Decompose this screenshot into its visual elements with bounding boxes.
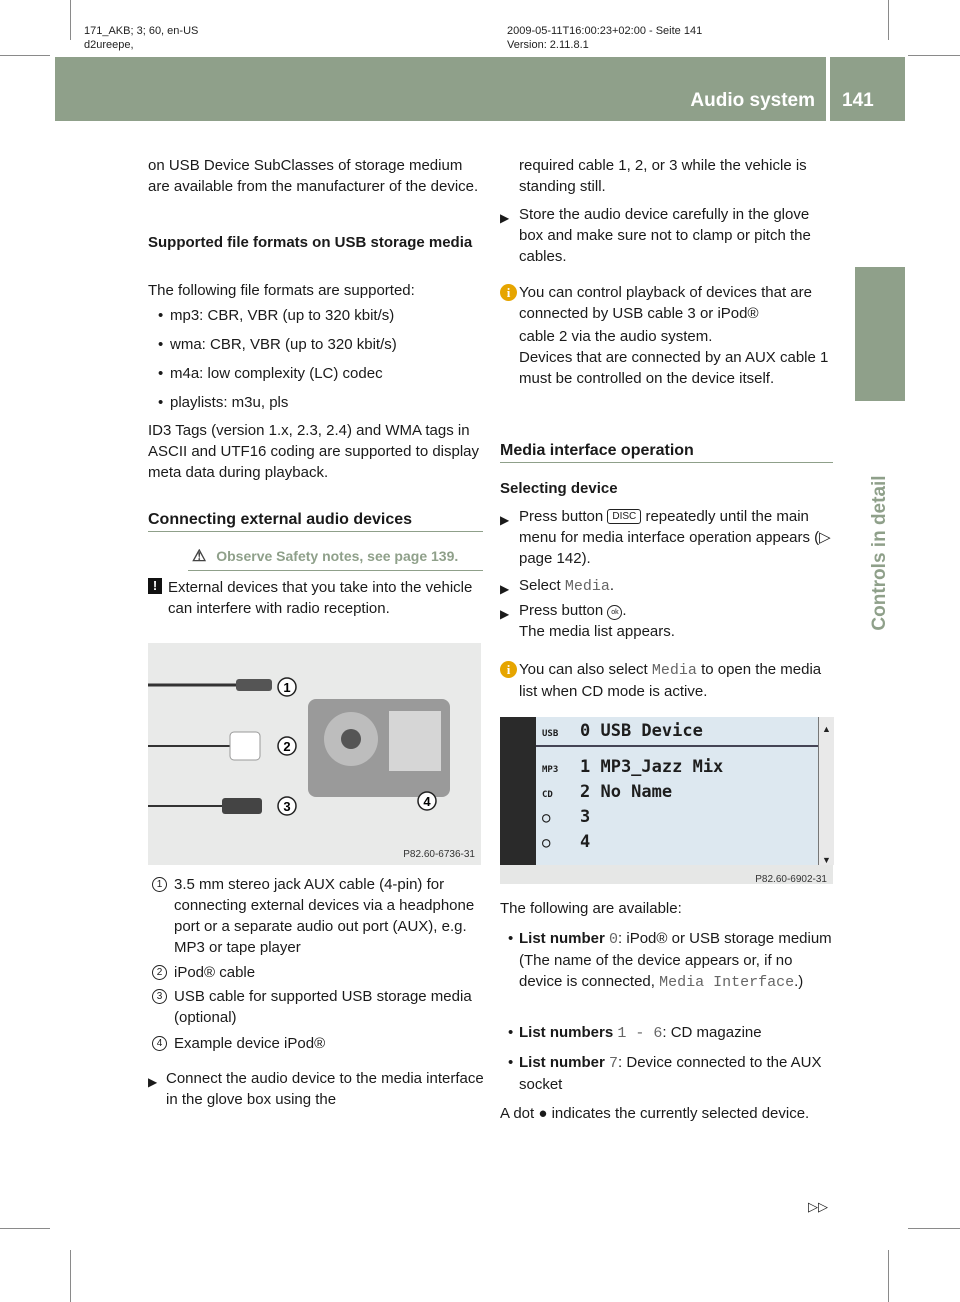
media-list-row: ○ 4 bbox=[542, 832, 591, 852]
screen-figure-code: P82.60-6902-31 bbox=[755, 874, 827, 885]
crop-mark bbox=[908, 55, 960, 56]
step-select-media: Select Media. bbox=[519, 577, 615, 595]
format-item: • wma: CBR, VBR (up to 320 kbit/s) bbox=[158, 336, 397, 353]
screen-bezel bbox=[500, 717, 536, 865]
step-press-disc: Press button DISC repeatedly until the main menu for media interface operation appears (▷ page 142). bbox=[519, 508, 831, 567]
section-rule bbox=[500, 462, 833, 463]
step-press-ok: Press button ok . The media list appears. bbox=[519, 602, 675, 640]
figure-code: P82.60-6736-31 bbox=[403, 849, 475, 860]
cables-illustration bbox=[148, 643, 481, 865]
available-item: • List number 7: Device connected to the AUX socket bbox=[508, 1054, 822, 1093]
legend-item: 2 iPod® cable bbox=[152, 962, 483, 983]
ipod-button bbox=[341, 729, 361, 749]
media-list-row: USB 0 USB Device bbox=[542, 721, 703, 741]
id3-text: ID3 Tags (version 1.x, 2.3, 2.4) and WMA tags in ASCII and UTF16 coding are supported to display meta data during playback. bbox=[148, 422, 480, 481]
step-arrow-icon: ▶ bbox=[500, 607, 510, 621]
crop-mark bbox=[888, 1250, 889, 1302]
crop-mark bbox=[70, 1250, 71, 1302]
step-arrow-icon: ▶ bbox=[500, 582, 510, 596]
print-meta-left: 171_AKB; 3; 60, en-US d2ureepe, bbox=[84, 25, 199, 51]
formats-intro: The following file formats are supported: bbox=[148, 282, 415, 299]
media-list-row: ○ 3 bbox=[542, 807, 591, 827]
disc-key-icon: DISC bbox=[607, 509, 641, 524]
crop-mark bbox=[908, 1228, 960, 1229]
legend-item: 3 USB cable for supported USB storage media (optional) bbox=[152, 986, 483, 1028]
media-list-screenshot bbox=[500, 717, 833, 884]
format-item: • m4a: low complexity (LC) codec bbox=[158, 365, 383, 382]
page-number: 141 bbox=[842, 90, 874, 111]
scroll-up-icon: ▲ bbox=[822, 724, 831, 734]
section-heading-connecting: Connecting external audio devices bbox=[148, 511, 413, 528]
warning-triangle-icon: ⚠ bbox=[192, 548, 207, 565]
info-note-1: You can control playback of devices that are connected by USB cable 3 or iPod® cable 2 via the audio system. Devices that are connected by an AUX cable 1 must be controlled on the device itself. bbox=[519, 284, 829, 387]
cables-figure bbox=[148, 643, 481, 865]
aux-plug bbox=[236, 679, 272, 691]
ok-button-icon: ok bbox=[607, 605, 622, 620]
dot-note: A dot ● indicates the currently selected device. bbox=[500, 1105, 810, 1122]
step-continued: required cable 1, 2, or 3 while the vehicle is standing still. bbox=[519, 157, 807, 195]
safety-rule bbox=[188, 570, 483, 571]
intro-text: on USB Device SubClasses of storage medium are available from the manufacturer of the device. bbox=[148, 157, 479, 195]
format-item: • playlists: m3u, pls bbox=[158, 394, 289, 411]
print-meta-right: 2009-05-11T16:00:23+02:00 - Seite 141 Version: 2.11.8.1 bbox=[507, 25, 703, 51]
crop-mark bbox=[0, 55, 50, 56]
legend-item: 1 3.5 mm stereo jack AUX cable (4-pin) for connecting external devices via a headphone port or a separate audio out port (AUX), e.g. MP3 or tape player bbox=[152, 874, 483, 958]
callout-3-label: 3 bbox=[283, 799, 291, 814]
empty-slot-icon: ○ bbox=[542, 835, 551, 851]
step-arrow-icon: ▶ bbox=[148, 1075, 158, 1089]
continue-arrows-icon: ▷▷ bbox=[808, 1199, 828, 1214]
step-arrow-icon: ▶ bbox=[500, 211, 510, 225]
side-tab-label: Controls in detail bbox=[869, 475, 890, 631]
usb-plug bbox=[222, 798, 262, 814]
header-divider bbox=[826, 57, 830, 121]
screen-divider bbox=[536, 745, 818, 747]
available-intro: The following are available: bbox=[500, 900, 682, 917]
scroll-down-icon: ▼ bbox=[822, 855, 831, 865]
formats-heading: Supported file formats on USB storage media bbox=[148, 234, 473, 251]
media-list-row: CD 2 No Name bbox=[542, 782, 673, 802]
legend-item: 4 Example device iPod® bbox=[152, 1033, 483, 1054]
screen-scrollbar bbox=[818, 717, 834, 865]
callout-2-label: 2 bbox=[283, 739, 291, 754]
info-note-2: You can also select Media to open the media list when CD mode is active. bbox=[519, 661, 822, 700]
available-item: • List number 0: iPod® or USB storage medium (The name of the device appears or, if no device is connected, Media Interface.) bbox=[508, 930, 832, 991]
step-arrow-icon: ▶ bbox=[500, 513, 510, 527]
info-icon: i bbox=[500, 661, 517, 678]
media-list-row: MP3 1 MP3_Jazz Mix bbox=[542, 757, 724, 777]
ipod-plug bbox=[230, 732, 260, 760]
callout-4-label: 4 bbox=[423, 794, 431, 809]
crop-mark bbox=[70, 0, 71, 40]
crop-mark bbox=[0, 1228, 50, 1229]
empty-slot-icon: ○ bbox=[542, 810, 551, 826]
available-item: • List numbers 1 - 6: CD magazine bbox=[508, 1024, 762, 1042]
warning-text: External devices that you take into the vehicle can interfere with radio reception. bbox=[168, 579, 473, 617]
crop-mark bbox=[888, 0, 889, 40]
subheading-selecting: Selecting device bbox=[500, 480, 618, 497]
ipod-screen bbox=[389, 711, 441, 771]
safety-note: ⚠ Observe Safety notes, see page 139. bbox=[192, 548, 459, 565]
section-rule bbox=[148, 531, 483, 532]
side-tab bbox=[855, 267, 905, 401]
section-heading-media: Media interface operation bbox=[500, 442, 694, 459]
step-connect: Connect the audio device to the media interface in the glove box using the bbox=[166, 1070, 484, 1108]
step-store: Store the audio device carefully in the glove box and make sure not to clamp or pitch the cables. bbox=[519, 206, 811, 265]
page-title: Audio system bbox=[690, 90, 815, 111]
callout-1-label: 1 bbox=[283, 680, 291, 695]
format-item: • mp3: CBR, VBR (up to 320 kbit/s) bbox=[158, 307, 395, 324]
info-icon: i bbox=[500, 284, 517, 301]
warning-icon: ! bbox=[148, 578, 162, 594]
